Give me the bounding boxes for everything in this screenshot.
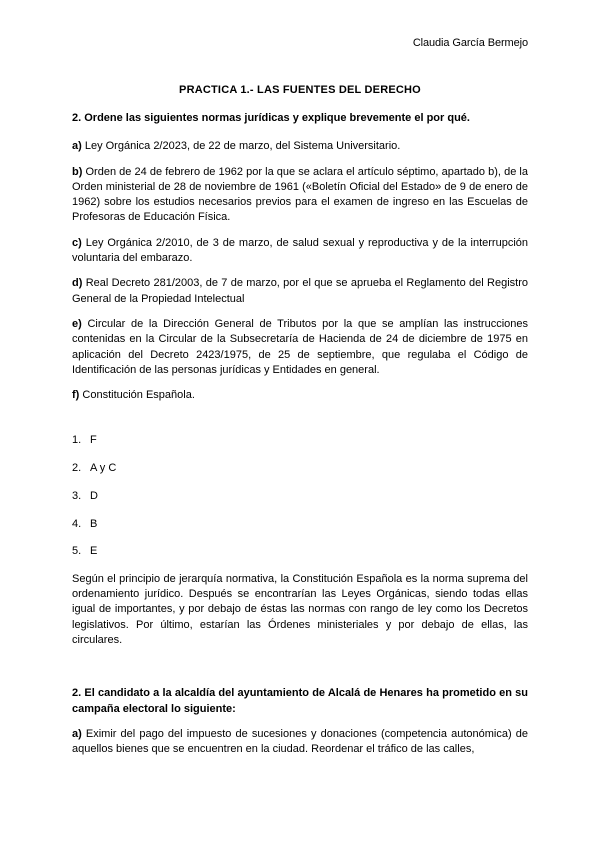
- list-item: [72, 433, 528, 448]
- item-label: f): [72, 389, 80, 402]
- list-value: B: [90, 517, 98, 530]
- list-number: 4.: [72, 517, 82, 530]
- explanation-paragraph: Según el principio de jerarquía normativa, la Constitución Española es la norma suprema del ordenamiento jurídico. Después se encontrarían las Leyes Orgánicas, siendo todas ellas igual de importantes, y por debajo de éstas las normas con rango de ley como los Decretos legislativos. Por último, estarían las Órdenes ministeriales y por debajo de ellas, las circulares.: [72, 572, 528, 647]
- page-title: PRACTICA 1.- LAS FUENTES DEL DERECHO: [179, 84, 421, 96]
- list-number: 1.: [72, 434, 82, 447]
- item-text: Ley Orgánica 2/2023, de 22 de marzo, del Sistema Universitario.: [81, 140, 401, 153]
- list-item: [72, 489, 528, 504]
- item-text: Circular de la Dirección General de Tributos por la que se amplían las instrucciones contenidas en la Circular de la Subsecretaría de Hacienda de 24 de diciembre de 1975 en aplicación del Decreto 2423/1975, de 25 de septiembre, que regulaba el Código de Identificación de las personas jurídicas y Entidades en general.: [72, 317, 528, 376]
- item-label: a): [72, 727, 82, 740]
- item-d: [72, 276, 528, 307]
- item-label: a): [72, 140, 82, 153]
- list-value: D: [90, 489, 98, 502]
- question-1: 2. Ordene las siguientes normas jurídicas y explique brevemente el por qué.: [72, 112, 470, 124]
- list-value: F: [90, 434, 97, 447]
- item-text: Constitución Española.: [79, 389, 195, 402]
- list-item: [72, 544, 528, 559]
- list-item: [72, 517, 528, 532]
- question-2: 2. El candidato a la alcaldía del ayuntamiento de Alcalá de Henares ha prometido en su campaña electoral lo siguiente:: [72, 687, 528, 715]
- list-number: 2.: [72, 462, 82, 475]
- document-body: [72, 111, 528, 758]
- list-number: 5.: [72, 545, 82, 558]
- item-label: d): [72, 277, 83, 290]
- answer-list: [72, 433, 528, 559]
- author-name: Claudia García Bermejo: [412, 37, 528, 49]
- item-text: Eximir del pago del impuesto de sucesiones y donaciones (competencia autonómica) de aquellos bienes que se encuentren en la ciudad. Reordenar el tráfico de las calles,: [72, 727, 528, 756]
- item-c: [72, 236, 528, 267]
- item-b: [72, 165, 528, 226]
- item-text: Ley Orgánica 2/2010, de 3 de marzo, de salud sexual y reproductiva y de la interrupción voluntaria del embarazo.: [72, 236, 528, 265]
- item-label: e): [72, 317, 82, 330]
- item-label: c): [72, 236, 82, 249]
- q2-item-a: [72, 727, 528, 758]
- list-item: [72, 461, 528, 476]
- item-text: Orden de 24 de febrero de 1962 por la que se aclara el artículo séptimo, apartado b), de la Orden ministerial de 28 de noviembre de 1961 («Boletín Oficial del Estado» de 9 de enero de 1962) sobre los estudios necesarios previos para el examen de ingreso en las Escuelas de Profesoras de Educación Física.: [72, 165, 528, 224]
- item-e: [72, 317, 528, 378]
- item-label: b): [72, 165, 83, 178]
- list-value: E: [90, 545, 98, 558]
- item-a: [72, 139, 528, 154]
- list-number: 3.: [72, 489, 82, 502]
- item-text: Real Decreto 281/2003, de 7 de marzo, por el que se aprueba el Reglamento del Registro General de la Propiedad Intelectual: [72, 277, 528, 305]
- list-value: A y C: [90, 462, 117, 475]
- item-f: [72, 388, 528, 403]
